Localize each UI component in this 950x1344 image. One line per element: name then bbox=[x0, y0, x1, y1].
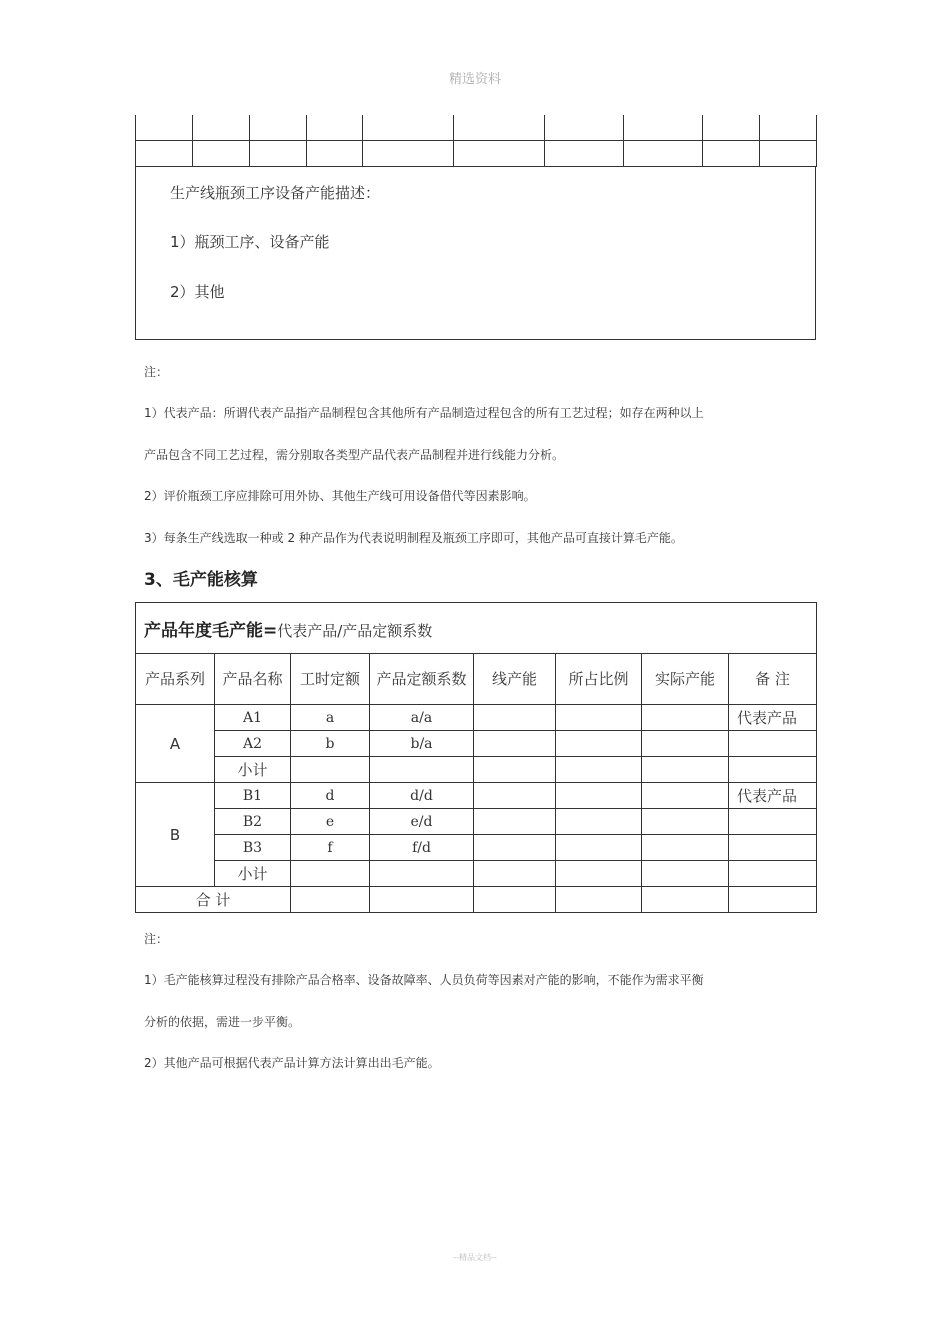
header-watermark: 精选资料 bbox=[448, 72, 501, 87]
section-title: 3、毛产能核算 bbox=[144, 570, 258, 590]
header-time-quota: 工时定额 bbox=[291, 654, 370, 705]
product-name: A1 bbox=[215, 705, 291, 731]
table-cell bbox=[545, 141, 624, 167]
note-line: 2）其他产品可根据代表产品计算方法计算出出毛产能。 bbox=[144, 1056, 440, 1070]
table-cell bbox=[363, 115, 454, 141]
table-cell bbox=[454, 115, 545, 141]
line-capacity bbox=[474, 757, 556, 783]
table-total-row bbox=[136, 887, 817, 913]
time-quota bbox=[291, 861, 370, 887]
coefficient: f/d bbox=[370, 835, 474, 861]
table-row bbox=[136, 115, 817, 141]
line-capacity bbox=[474, 731, 556, 757]
table-cell bbox=[545, 115, 624, 141]
actual-capacity bbox=[642, 705, 729, 731]
product-name: B1 bbox=[215, 783, 291, 809]
table-cell bbox=[136, 115, 193, 141]
table-cell bbox=[454, 141, 545, 167]
gross-capacity-table bbox=[135, 602, 817, 913]
actual-capacity bbox=[642, 835, 729, 861]
time-quota: b bbox=[291, 731, 370, 757]
actual-capacity bbox=[642, 757, 729, 783]
formula-cell bbox=[136, 603, 817, 654]
note-line: 3）每条生产线选取一种或 2 种产品作为代表说明制程及瓶颈工序即可，其他产品可直接计算毛产能。 bbox=[144, 531, 683, 545]
note-line: 2）评价瓶颈工序应排除可用外协、其他生产线可用设备借代等因素影响。 bbox=[144, 489, 536, 503]
note-line: 产品包含不同工艺过程，需分别取各类型产品代表产品制程并进行线能力分析。 bbox=[144, 448, 565, 462]
remark bbox=[729, 861, 817, 887]
header-ratio: 所占比例 bbox=[556, 654, 642, 705]
actual-capacity bbox=[642, 887, 729, 913]
coefficient: e/d bbox=[370, 809, 474, 835]
remark bbox=[729, 757, 817, 783]
product-name: B2 bbox=[215, 809, 291, 835]
line-capacity bbox=[474, 835, 556, 861]
coefficient: b/a bbox=[370, 731, 474, 757]
table-cell bbox=[703, 141, 760, 167]
table-row bbox=[136, 861, 817, 887]
ratio bbox=[556, 835, 642, 861]
remark bbox=[729, 887, 817, 913]
description-item-2: 2）其他 bbox=[170, 283, 225, 301]
notes-label: 注： bbox=[144, 932, 169, 946]
table-cell bbox=[250, 141, 307, 167]
description-item-1: 1）瓶颈工序、设备产能 bbox=[170, 233, 330, 251]
formula-expression: 代表产品/产品定额系数 bbox=[277, 621, 433, 640]
table-header-row bbox=[136, 654, 817, 705]
note-line: 1）代表产品：所谓代表产品指产品制程包含其他所有产品制造过程包含的所有工艺过程；如存在两种以上 bbox=[144, 406, 704, 420]
header-actual-capacity: 实际产能 bbox=[642, 654, 729, 705]
table-cell bbox=[703, 115, 760, 141]
coefficient bbox=[370, 887, 474, 913]
ratio bbox=[556, 809, 642, 835]
header-line-capacity: 线产能 bbox=[474, 654, 556, 705]
top-partial-table bbox=[135, 115, 817, 167]
notes-label: 注： bbox=[144, 365, 169, 379]
table-cell bbox=[136, 141, 193, 167]
ratio bbox=[556, 731, 642, 757]
remark: 代表产品 bbox=[729, 783, 817, 809]
remark bbox=[729, 835, 817, 861]
table-cell bbox=[193, 141, 250, 167]
time-quota bbox=[291, 757, 370, 783]
time-quota bbox=[291, 887, 370, 913]
total-label: 合 计 bbox=[136, 887, 291, 913]
ratio bbox=[556, 783, 642, 809]
header-remark: 备 注 bbox=[729, 654, 817, 705]
table-row bbox=[136, 809, 817, 835]
subtotal-label: 小计 bbox=[215, 757, 291, 783]
series-b-cell: B bbox=[136, 783, 215, 887]
note-line: 分析的依据，需进一步平衡。 bbox=[144, 1015, 301, 1029]
table-cell bbox=[624, 141, 703, 167]
table-row bbox=[136, 835, 817, 861]
table-row bbox=[136, 141, 817, 167]
product-name: B3 bbox=[215, 835, 291, 861]
table-cell bbox=[193, 115, 250, 141]
time-quota: f bbox=[291, 835, 370, 861]
product-name: A2 bbox=[215, 731, 291, 757]
table-row bbox=[136, 705, 817, 731]
coefficient: a/a bbox=[370, 705, 474, 731]
line-capacity bbox=[474, 809, 556, 835]
time-quota: d bbox=[291, 783, 370, 809]
header-name: 产品名称 bbox=[215, 654, 291, 705]
coefficient bbox=[370, 757, 474, 783]
subtotal-label: 小计 bbox=[215, 861, 291, 887]
coefficient bbox=[370, 861, 474, 887]
remark bbox=[729, 731, 817, 757]
line-capacity bbox=[474, 887, 556, 913]
bottleneck-description-box bbox=[135, 166, 816, 340]
actual-capacity bbox=[642, 861, 729, 887]
ratio bbox=[556, 757, 642, 783]
footer-watermark: --精品文档-- bbox=[453, 1253, 497, 1262]
ratio bbox=[556, 887, 642, 913]
coefficient: d/d bbox=[370, 783, 474, 809]
table-cell bbox=[307, 115, 363, 141]
actual-capacity bbox=[642, 809, 729, 835]
remark bbox=[729, 809, 817, 835]
actual-capacity bbox=[642, 731, 729, 757]
ratio bbox=[556, 861, 642, 887]
note-line: 1）毛产能核算过程没有排除产品合格率、设备故障率、人员负荷等因素对产能的影响，不能作为需求平衡 bbox=[144, 973, 704, 987]
time-quota: e bbox=[291, 809, 370, 835]
table-cell bbox=[760, 141, 817, 167]
remark: 代表产品 bbox=[729, 705, 817, 731]
table-row bbox=[136, 731, 817, 757]
table-cell bbox=[250, 115, 307, 141]
table-cell bbox=[307, 141, 363, 167]
formula-label: 产品年度毛产能= bbox=[144, 620, 278, 641]
series-a-cell: A bbox=[136, 705, 215, 783]
line-capacity bbox=[474, 783, 556, 809]
ratio bbox=[556, 705, 642, 731]
actual-capacity bbox=[642, 783, 729, 809]
table-cell bbox=[760, 115, 817, 141]
table-cell bbox=[624, 115, 703, 141]
time-quota: a bbox=[291, 705, 370, 731]
table-row bbox=[136, 757, 817, 783]
header-series: 产品系列 bbox=[136, 654, 215, 705]
table-row bbox=[136, 783, 817, 809]
line-capacity bbox=[474, 861, 556, 887]
description-heading: 生产线瓶颈工序设备产能描述： bbox=[170, 184, 381, 202]
line-capacity bbox=[474, 705, 556, 731]
header-coefficient: 产品定额系数 bbox=[370, 654, 474, 705]
table-cell bbox=[363, 141, 454, 167]
